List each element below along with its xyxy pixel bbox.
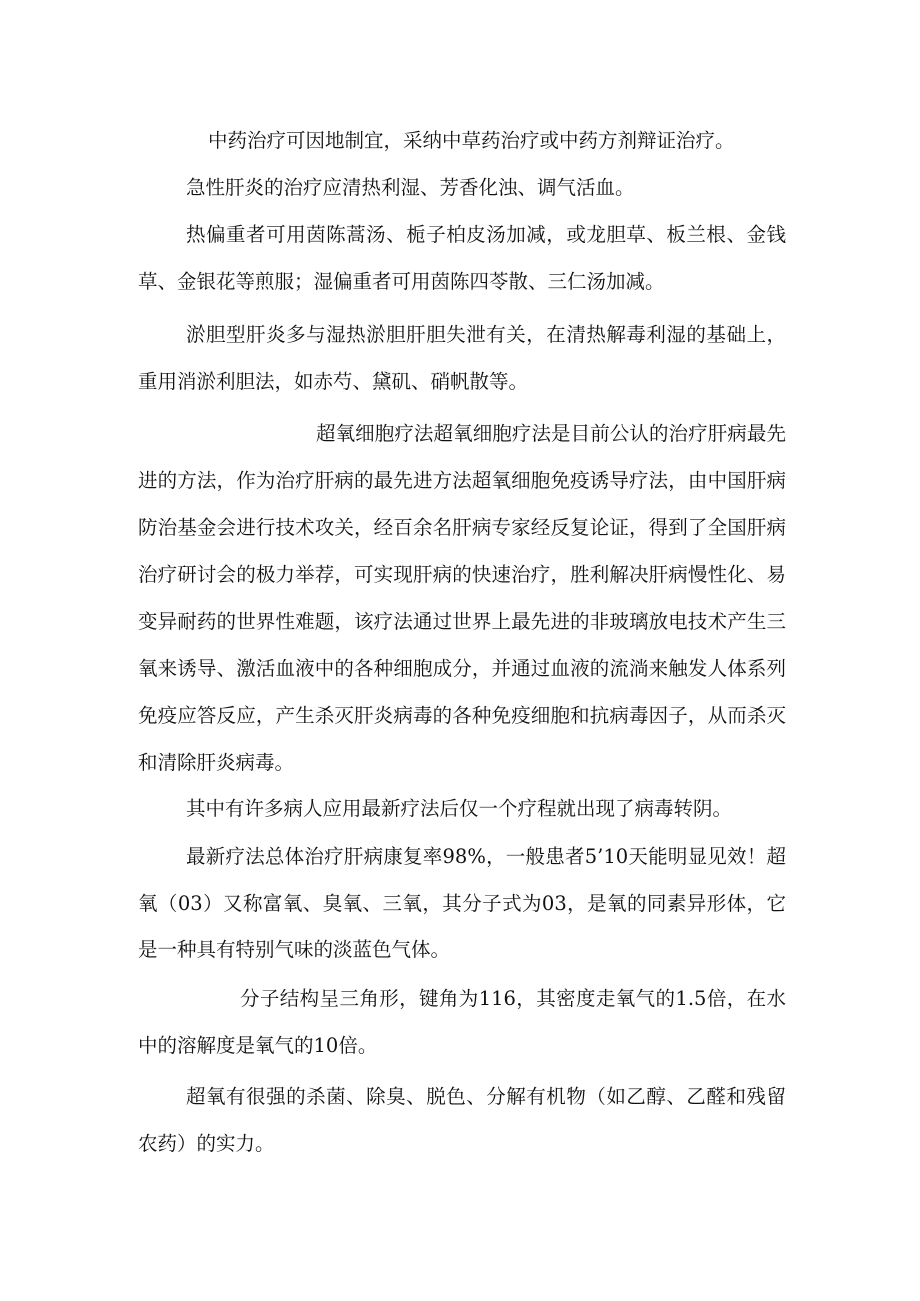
paragraph-recovery-rate: 最新疗法总体治疗肝病康复率98%，一般患者5’10天能明显见效！超氧（03）又称富氧、臭氧、三氧，其分子式为03，是氧的同素异形体，它是一种具有特别气味的淡蓝色气体。 [138,845,786,961]
paragraph-acute-hepatitis: 急性肝炎的治疗应清热利湿、芳香化浊、调气活血。 [186,176,635,199]
paragraph-heat-dampness: 热偏重者可用茵陈蒿汤、栀子柏皮汤加减，或龙胆草、板兰根、金钱草、金银花等煎服；湿偏重者可用茵陈四苓散、三仁汤加减。 [138,223,786,293]
paragraph-sterilization: 超氧有很强的杀菌、除臭、脱色、分解有机物（如乙醇、乙醛和残留农药）的实力。 [138,1085,786,1155]
paragraph-virus-negative: 其中有许多病人应用最新疗法后仅一个疗程就出现了病毒转阴。 [186,797,733,820]
paragraph-tcm-treatment: 中药治疗可因地制宜，采纳中草药治疗或中药方剂辩证治疗。 [208,129,735,152]
paragraph-superoxide-therapy: 超氧细胞疗法超氧细胞疗法是目前公认的治疗肝病最先进的方法，作为治疗肝病的最先进方法超氧细胞免疫诱导疗法，由中国肝病防治基金会进行技术攻关，经百余名肝病专家经反复论证，得到了全国肝病治疗研讨会的极力举荐，可实现肝病的快速治疗，胜利解决肝病慢性化、易变异耐药的世界性难题，该疗法通过世界上最先进的非玻璃放电技术产生三氧来诱导、激活血液中的各种细胞成分，并通过血液的流淌来触发人体系列免疫应答反应，产生杀灭肝炎病毒的各种免疫细胞和抗病毒因子，从而杀灭和清除肝炎病毒。 [138,422,786,774]
paragraph-molecular-structure: 分子结构呈三角形，键角为116，其密度走氧气的1.5倍，在水中的溶解度是氧气的10倍。 [138,987,786,1057]
paragraph-cholestatic-hepatitis: 淤胆型肝炎多与湿热淤胆肝胆失泄有关，在清热解毒利湿的基础上，重用消淤利胆法，如赤芍、黛矶、硝帆散等。 [138,323,786,393]
